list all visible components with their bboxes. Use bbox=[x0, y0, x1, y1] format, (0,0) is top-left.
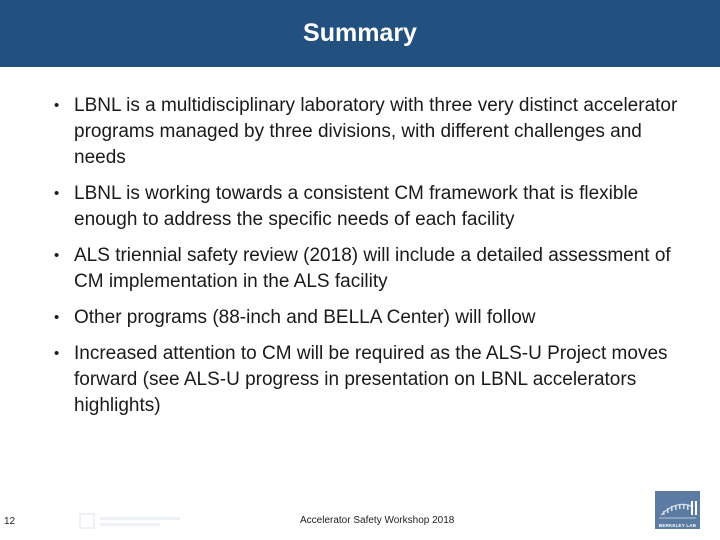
bullet-glyph: • bbox=[54, 97, 60, 114]
page-number: 12 bbox=[4, 516, 16, 527]
bullet-item bbox=[50, 341, 690, 419]
title-bar bbox=[0, 0, 720, 67]
footer-event: Accelerator Safety Workshop 2018 bbox=[300, 515, 455, 526]
berkeley-lab-logo bbox=[655, 491, 700, 529]
bullet-item bbox=[50, 305, 690, 331]
bullet-text: LBNL is a multidisciplinary laboratory with three very distinct accelerator programs managed by three divisions, with different challenges and needs bbox=[74, 95, 678, 168]
bullet-text: LBNL is working towards a consistent CM framework that is flexible enough to address the specific needs of each facility bbox=[74, 183, 639, 230]
bullet-glyph: • bbox=[54, 309, 60, 326]
bullet-item bbox=[50, 93, 690, 171]
bullet-glyph: • bbox=[54, 345, 60, 362]
bullet-item bbox=[50, 243, 690, 295]
faint-watermark-logo bbox=[78, 508, 190, 532]
bullet-item bbox=[50, 181, 690, 233]
slide-title: Summary bbox=[303, 19, 417, 47]
bullet-glyph: • bbox=[54, 185, 60, 202]
bullet-text: ALS triennial safety review (2018) will include a detailed assessment of CM implementation in the ALS facility bbox=[74, 245, 671, 292]
bullet-text: Other programs (88-inch and BELLA Center) will follow bbox=[74, 307, 536, 328]
bullet-glyph: • bbox=[54, 247, 60, 264]
bullet-list bbox=[50, 93, 690, 429]
logo-text: BERKELEY LAB bbox=[658, 523, 697, 528]
bullet-text: Increased attention to CM will be required as the ALS-U Project moves forward (see ALS-U progress in presentation on LBNL accelerators highlights) bbox=[74, 343, 668, 416]
